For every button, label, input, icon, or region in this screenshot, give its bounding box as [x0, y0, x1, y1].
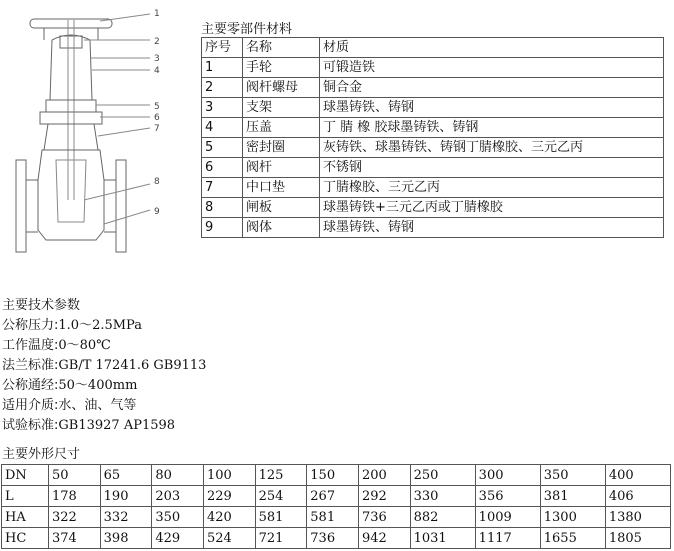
spec-line [2, 396, 206, 416]
callout-6: 6 [154, 113, 160, 123]
dimension-label-cell: DN [2, 465, 49, 486]
callout-2: 2 [154, 37, 160, 47]
part-name-cell: 手轮 [243, 58, 320, 78]
dimension-value-cell: 1300 [540, 507, 605, 528]
dimension-value-cell: 429 [152, 528, 204, 549]
part-name-cell: 支架 [243, 98, 320, 118]
dimension-value-cell: 65 [100, 465, 152, 486]
dimension-value-cell: 736 [307, 528, 359, 549]
part-name-cell: 闸板 [243, 198, 320, 218]
part-number-cell: 9 [202, 218, 243, 238]
dimension-row [2, 528, 671, 549]
spec-line [2, 416, 206, 436]
dimension-value-cell: 721 [255, 528, 307, 549]
callout-3: 3 [154, 54, 160, 64]
dimension-value-cell: 581 [307, 507, 359, 528]
dimension-value-cell: 420 [203, 507, 255, 528]
spec-label: 工作温度: [2, 338, 59, 353]
dimension-value-cell: 1117 [475, 528, 540, 549]
dimension-value-cell: 50 [49, 465, 101, 486]
dimension-value-cell: 250 [410, 465, 475, 486]
part-name-cell: 阀杆螺母 [243, 78, 320, 98]
dimension-value-cell: 882 [410, 507, 475, 528]
parts-header-row [202, 38, 664, 58]
header-cell: 材质 [320, 38, 664, 58]
part-material-cell: 不锈钢 [320, 158, 664, 178]
dimension-value-cell: 332 [100, 507, 152, 528]
part-number-cell: 8 [202, 198, 243, 218]
part-number-cell: 1 [202, 58, 243, 78]
dimension-value-cell: 1009 [475, 507, 540, 528]
parts-row [202, 218, 664, 238]
dimension-value-cell: 125 [255, 465, 307, 486]
dimension-value-cell: 942 [358, 528, 410, 549]
header-cell: 序号 [202, 38, 243, 58]
dimension-value-cell: 524 [203, 528, 255, 549]
dimension-value-cell: 381 [540, 486, 605, 507]
part-number-cell: 5 [202, 138, 243, 158]
spec-label: 试验标准: [2, 418, 59, 433]
dimension-value-cell: 190 [100, 486, 152, 507]
bonnet-shape [46, 100, 96, 112]
dimension-value-cell: 400 [605, 465, 670, 486]
parts-row [202, 158, 664, 178]
left-flange-shape [16, 160, 26, 252]
part-name-cell: 阀杆 [243, 158, 320, 178]
dimension-row [2, 507, 671, 528]
dimensions-table [1, 464, 671, 549]
dimension-value-cell: 330 [410, 486, 475, 507]
parts-row [202, 138, 664, 158]
dimension-value-cell: 229 [203, 486, 255, 507]
spec-value: 0～80℃ [58, 338, 111, 353]
dimension-label-cell: L [2, 486, 49, 507]
spec-title: 主要技术参数 [2, 298, 81, 313]
parts-row [202, 198, 664, 218]
dimension-row [2, 465, 671, 486]
spec-line [2, 336, 206, 356]
dimension-value-cell: 581 [255, 507, 307, 528]
part-material-cell: 丁 腈 橡 胶球墨铸铁、铸钢 [320, 118, 664, 138]
spec-line [2, 356, 206, 376]
callout-7: 7 [154, 124, 160, 134]
dimension-value-cell: 100 [203, 465, 255, 486]
callout-1: 1 [154, 9, 160, 19]
valve-body-shape [38, 150, 104, 240]
callout-4: 4 [154, 66, 160, 76]
parts-row [202, 178, 664, 198]
parts-title: 主要零部件材料 [201, 22, 293, 37]
gate-valve-drawing [0, 0, 200, 262]
dimension-value-cell: 150 [307, 465, 359, 486]
right-flange-shape [116, 160, 126, 252]
spec-block [2, 296, 206, 436]
dimension-value-cell: 1380 [605, 507, 670, 528]
handwheel-shape [30, 19, 112, 28]
dimension-value-cell: 1031 [410, 528, 475, 549]
dimension-value-cell: 267 [307, 486, 359, 507]
spec-label: 公称压力: [2, 318, 59, 333]
dimensions-title: 主要外形尺寸 [2, 447, 81, 462]
dimension-value-cell: 350 [152, 507, 204, 528]
spec-label: 适用介质: [2, 398, 59, 413]
stem-shape [68, 20, 74, 200]
part-number-cell: 6 [202, 158, 243, 178]
parts-row [202, 118, 664, 138]
part-number-cell: 2 [202, 78, 243, 98]
dimension-value-cell: 178 [49, 486, 101, 507]
parts-row [202, 78, 664, 98]
part-number-cell: 3 [202, 98, 243, 118]
gate-shape [56, 160, 86, 222]
dimension-value-cell: 1655 [540, 528, 605, 549]
part-name-cell: 压盖 [243, 118, 320, 138]
dimension-value-cell: 736 [358, 507, 410, 528]
dimension-value-cell: 292 [358, 486, 410, 507]
callout-5: 5 [154, 102, 160, 112]
spec-value: GB/T 17241.6 GB9113 [58, 358, 207, 373]
part-name-cell: 阀体 [243, 218, 320, 238]
spec-value: 50～400mm [58, 378, 138, 393]
part-number-cell: 7 [202, 178, 243, 198]
dimension-value-cell: 350 [540, 465, 605, 486]
spec-label: 法兰标准: [2, 358, 59, 373]
part-name-cell: 中口垫 [243, 178, 320, 198]
dimension-value-cell: 80 [152, 465, 204, 486]
part-material-cell: 球墨铸铁、铸钢 [320, 218, 664, 238]
part-number-cell: 4 [202, 118, 243, 138]
dimension-value-cell: 398 [100, 528, 152, 549]
part-material-cell: 灰铸铁、球墨铸铁、铸钢丁腈橡胶、三元乙丙 [320, 138, 664, 158]
callout-8: 8 [154, 177, 160, 187]
dimension-value-cell: 322 [49, 507, 101, 528]
dimension-label-cell: HA [2, 507, 49, 528]
dimension-value-cell: 254 [255, 486, 307, 507]
part-material-cell: 球墨铸铁、铸钢 [320, 98, 664, 118]
spec-value: 1.0～2.5MPa [58, 318, 142, 333]
dimension-value-cell: 1805 [605, 528, 670, 549]
spec-line [2, 316, 206, 336]
parts-row [202, 98, 664, 118]
dimension-value-cell: 200 [358, 465, 410, 486]
parts-row [202, 58, 664, 78]
dimension-value-cell: 406 [605, 486, 670, 507]
dimension-row [2, 486, 671, 507]
part-material-cell: 球墨铸铁+三元乙丙或丁腈橡胶 [320, 198, 664, 218]
dimension-value-cell: 356 [475, 486, 540, 507]
part-material-cell: 铜合金 [320, 78, 664, 98]
dimension-value-cell: 300 [475, 465, 540, 486]
dimension-label-cell: HC [2, 528, 49, 549]
spec-value: GB13927 AP1598 [58, 418, 176, 433]
part-name-cell: 密封圈 [243, 138, 320, 158]
parts-table [201, 37, 664, 238]
yoke-shape [50, 40, 92, 100]
spec-line [2, 376, 206, 396]
spec-label: 公称通经: [2, 378, 59, 393]
part-material-cell: 丁腈橡胶、三元乙丙 [320, 178, 664, 198]
header-cell: 名称 [243, 38, 320, 58]
callout-9: 9 [154, 207, 160, 217]
part-material-cell: 可锻造铁 [320, 58, 664, 78]
dimension-value-cell: 374 [49, 528, 101, 549]
dimension-value-cell: 203 [152, 486, 204, 507]
spec-value: 水、油、气等 [58, 398, 137, 413]
